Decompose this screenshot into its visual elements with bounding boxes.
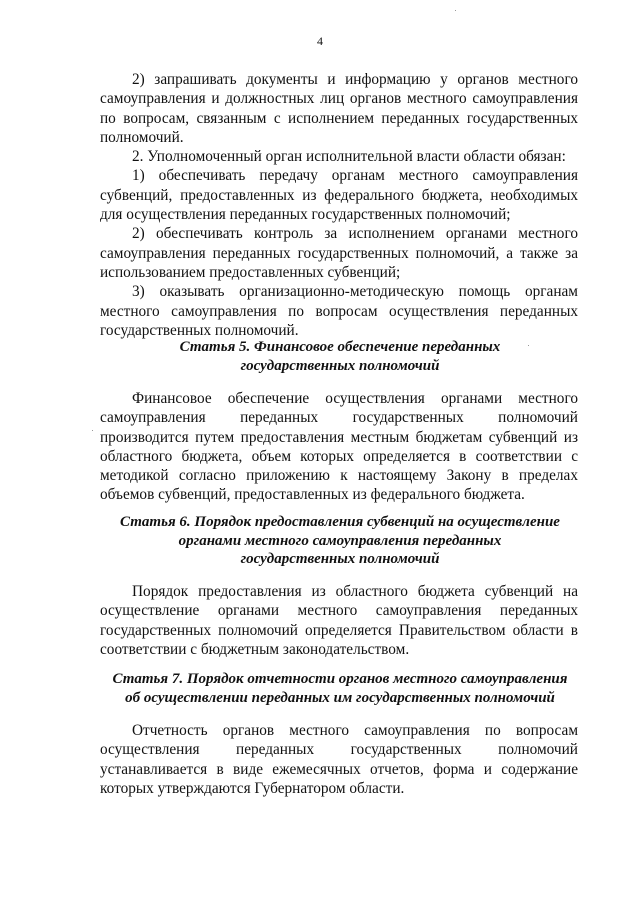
paragraph: 1) обеспечивать передачу органам местного самоуправления субвенций, предоставленных из федерального бюджета, необходимых для осуществления переданных государственных полномочий;: [100, 167, 578, 224]
block1-body: [100, 70, 578, 340]
heading-line: государственных полномочий: [240, 551, 440, 567]
paragraph: 2) запрашивать документы и информацию у органов местного самоуправления и должностных лиц органов местного самоуправления по вопросам, связанным с исполнением переданных государственных полномочий.: [100, 71, 578, 146]
article-6-body: [100, 582, 578, 659]
paragraph: Порядок предоставления из областного бюджета субвенций на осуществление органами местного самоуправления переданных государственных полномочий определяется Правительством области в соответствии с бюджетным законодательством.: [100, 583, 578, 658]
article-5-heading: [80, 338, 600, 375]
paragraph: 2. Уполномоченный орган исполнительной власти области обязан:: [132, 148, 566, 166]
page-number: 4: [317, 34, 323, 48]
heading-line: об осуществлении переданных им государственных полномочий: [125, 689, 555, 706]
paragraph: Финансовое обеспечение осуществления органами местного самоуправления переданных государственных полномочий производится путем предоставления местным бюджетам субвенций из областного бюджета, объем которых определяется в соответствии с методикой согласно приложению к настоящему Закону в пределах объемов субвенций, предоставленных из федерального бюджета.: [100, 390, 578, 504]
scan-speck: [455, 10, 456, 11]
article-7-body: [100, 721, 578, 798]
article-6-heading: [80, 513, 600, 569]
paragraph: Отчетность органов местного самоуправления по вопросам осуществления переданных государственных полномочий устанавливается в виде ежемесячных отчетов, форма и содержание которых утверждаются Губернатором области.: [100, 722, 578, 797]
paragraph: 3) оказывать организационно-методическую помощь органам местного самоуправления по вопросам осуществления переданных государственных полномочий.: [100, 283, 578, 339]
heading-line: Статья 6. Порядок предоставления субвенций на осуществление: [120, 514, 560, 530]
scan-speck: [528, 345, 529, 346]
article-7-heading: [80, 670, 600, 707]
scan-speck: [92, 430, 93, 431]
heading-line: Статья 5. Финансовое обеспечение переданных: [179, 339, 501, 355]
heading-line: государственных полномочий: [240, 357, 440, 374]
article-5-body: [100, 389, 578, 505]
heading-line: Статья 7. Порядок отчетности органов местного самоуправления: [112, 671, 568, 687]
heading-line: органами местного самоуправления переданных: [178, 532, 502, 549]
paragraph: 2) обеспечивать контроль за исполнением органами местного самоуправления переданных государственных полномочий, а также за использованием предоставленных субвенций;: [100, 225, 578, 281]
